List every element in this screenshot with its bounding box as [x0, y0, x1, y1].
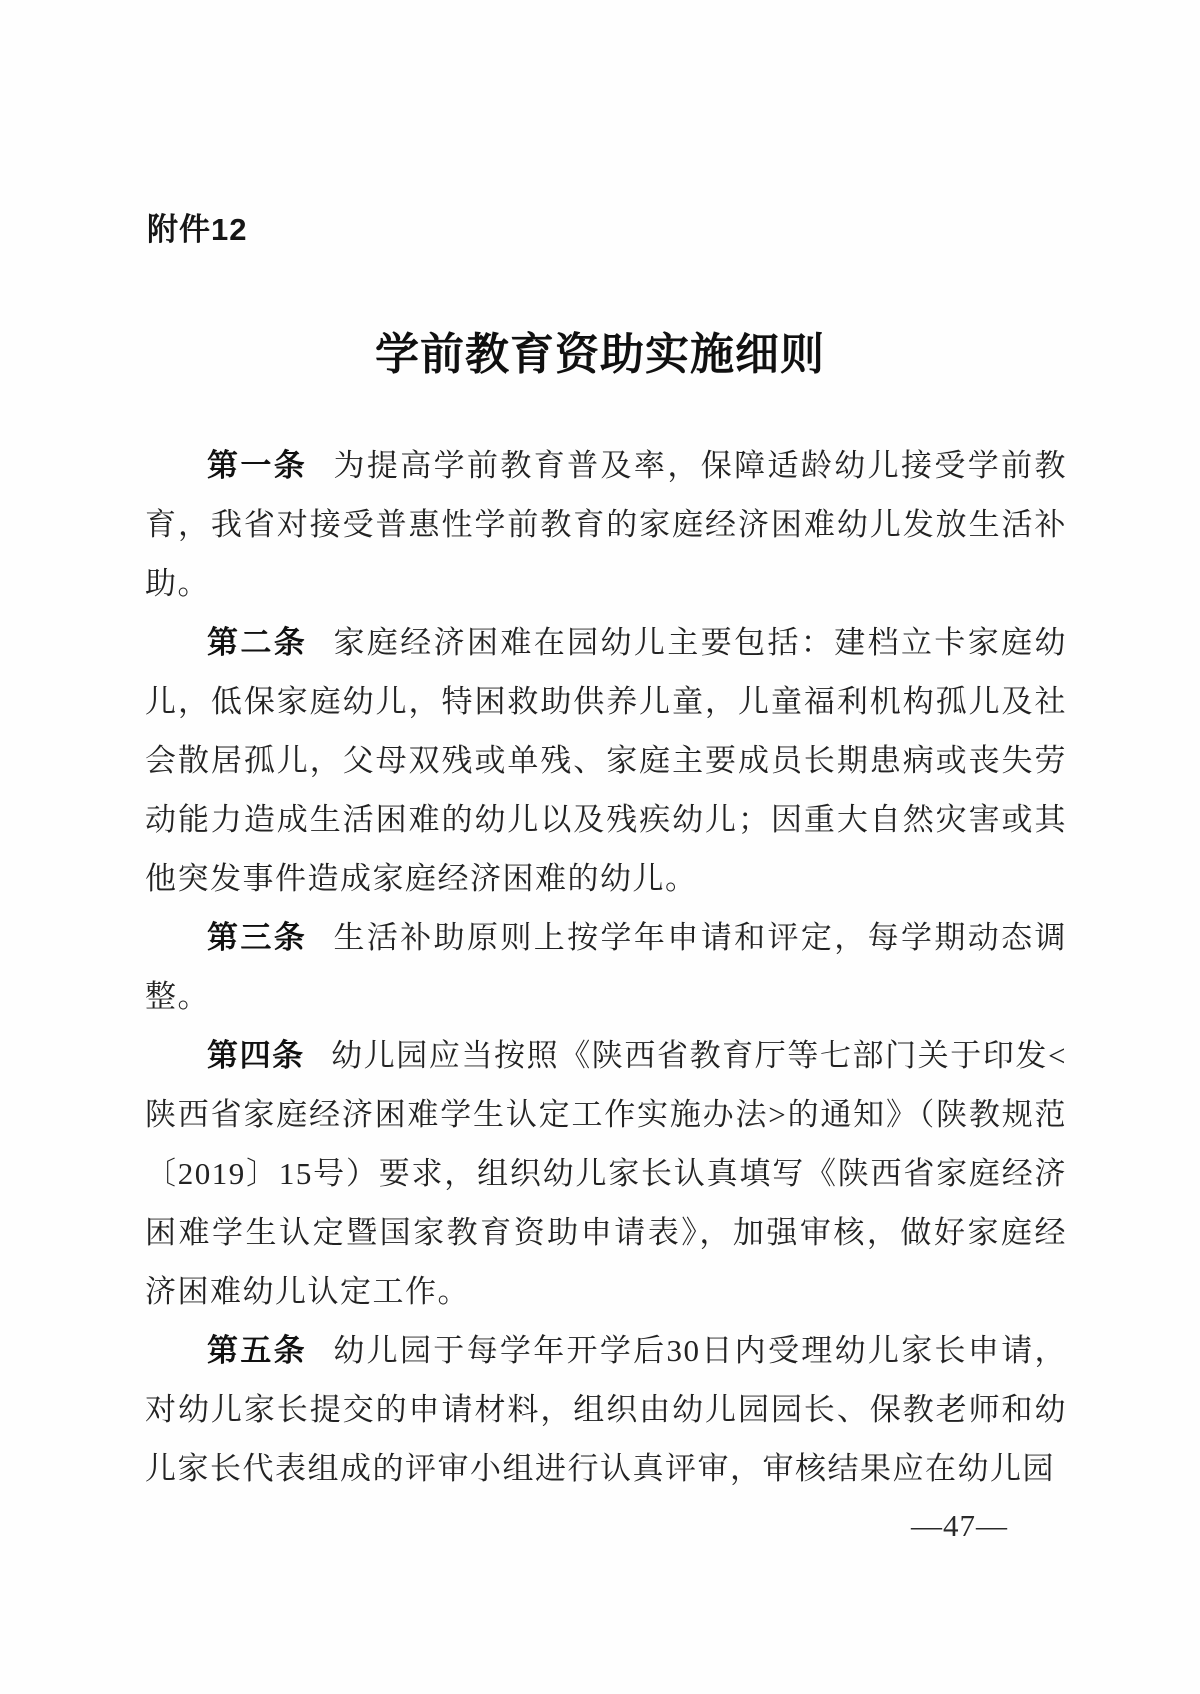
article-text: 幼儿园于每学年开学后30日内受理幼儿家长申请，对幼儿家长提交的申请材料，组织由幼儿园园长、保教老师和幼儿家长代表组成的评审小组进行认真评审，审核结果应在幼儿园 [145, 1333, 1068, 1486]
article-paragraph [145, 613, 1067, 908]
article-text: 生活补助原则上按学年申请和评定，每学期动态调整。 [145, 920, 1068, 1014]
article-label: 第三条 [207, 920, 308, 955]
page-number: —47— [911, 1508, 1008, 1543]
article-text: 为提高学前教育普及率，保障适龄幼儿接受学前教育，我省对接受普惠性学前教育的家庭经济困难幼儿发放生活补助。 [145, 448, 1068, 601]
article-paragraph [145, 1321, 1067, 1498]
article-label: 第二条 [207, 625, 308, 660]
page-title: 学前教育资助实施细则 [375, 330, 825, 379]
article-paragraph [145, 1026, 1067, 1321]
attachment-label: 附件12 [147, 212, 248, 247]
article-label: 第四条 [207, 1038, 305, 1073]
article-text: 幼儿园应当按照《陕西省教育厅等七部门关于印发<陕西省家庭经济困难学生认定工作实施办法>的通知》（陕教规范〔2019〕15号）要求，组织幼儿家长认真填写《陕西省家庭经济困难学生认定暨国家教育资助申请表》，加强审核，做好家庭经济困难幼儿认定工作。 [145, 1038, 1068, 1309]
article-label: 第一条 [207, 448, 308, 483]
article-paragraph [145, 908, 1067, 1026]
article-text: 家庭经济困难在园幼儿主要包括：建档立卡家庭幼儿，低保家庭幼儿，特困救助供养儿童，儿童福利机构孤儿及社会散居孤儿，父母双残或单残、家庭主要成员长期患病或丧失劳动能力造成生活困难的幼儿以及残疾幼儿；因重大自然灾害或其他突发事件造成家庭经济困难的幼儿。 [145, 625, 1068, 896]
article-label: 第五条 [207, 1333, 307, 1368]
document-body [145, 436, 1067, 1498]
article-paragraph [145, 436, 1067, 613]
